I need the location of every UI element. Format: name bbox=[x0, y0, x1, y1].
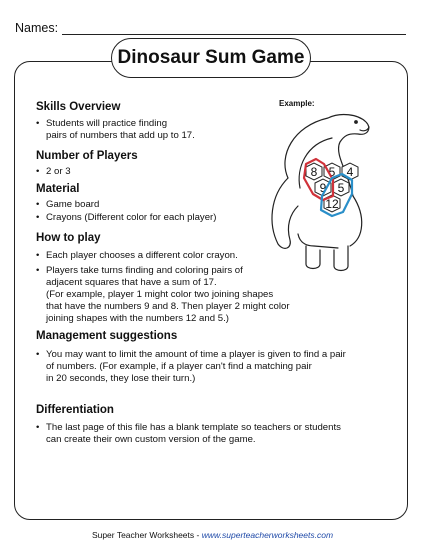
players-heading: Number of Players bbox=[36, 150, 138, 162]
how-to-play-heading: How to play bbox=[36, 232, 101, 244]
names-line[interactable] bbox=[62, 34, 406, 35]
how-to-play-item-1: Each player chooses a different color crayon. bbox=[46, 250, 238, 261]
material-item-2: Crayons (Different color for each player) bbox=[46, 212, 217, 223]
bullet: • bbox=[36, 212, 40, 223]
how-to-play-line-3: (For example, player 1 might color two joining shapes bbox=[46, 289, 274, 300]
bullet: • bbox=[36, 250, 40, 261]
bullet: • bbox=[36, 199, 40, 210]
differentiation-line-1: The last page of this file has a blank template so teachers or students bbox=[46, 422, 341, 433]
bullet: • bbox=[36, 349, 40, 360]
hex-number: 5 bbox=[328, 165, 336, 179]
hex-number: 4 bbox=[346, 165, 354, 179]
material-heading: Material bbox=[36, 183, 80, 195]
players-line: 2 or 3 bbox=[46, 166, 71, 177]
skills-line-2: pairs of numbers that add up to 17. bbox=[46, 130, 195, 141]
skills-line-1: Students will practice finding bbox=[46, 118, 168, 129]
footer-site: Super Teacher Worksheets - bbox=[91, 530, 202, 540]
management-line-1: You may want to limit the amount of time a player is given to find a pair bbox=[46, 349, 346, 360]
hex-number: 8 bbox=[310, 165, 318, 179]
example-label: Example: bbox=[279, 99, 315, 108]
how-to-play-line-5: joining shapes with the numbers 12 and 5.) bbox=[46, 313, 229, 324]
names-label: Names: bbox=[15, 21, 59, 35]
management-line-2: of numbers. (For example, if a player can't find a matching pair bbox=[46, 361, 312, 372]
bullet: • bbox=[36, 265, 40, 276]
bullet: • bbox=[36, 118, 40, 129]
differentiation-line-2: can create their own custom version of the game. bbox=[46, 434, 256, 445]
how-to-play-line-2: adjacent squares that have a sum of 17. bbox=[46, 277, 217, 288]
skills-heading: Skills Overview bbox=[36, 101, 121, 113]
footer-link[interactable]: www.superteacherworksheets.com bbox=[201, 530, 334, 540]
how-to-play-line-4: that have the numbers 9 and 8. Then player 2 might color bbox=[46, 301, 290, 312]
page-title: Dinosaur Sum Game bbox=[111, 38, 311, 78]
hex-number: 5 bbox=[337, 181, 345, 195]
how-to-play-line-1: Players take turns finding and coloring pairs of bbox=[46, 265, 243, 276]
differentiation-heading: Differentiation bbox=[36, 404, 114, 416]
hex-number: 12 bbox=[325, 197, 339, 211]
material-item-1: Game board bbox=[46, 199, 100, 210]
footer bbox=[0, 530, 425, 540]
bullet: • bbox=[36, 166, 40, 177]
dinosaur-illustration bbox=[248, 106, 388, 281]
hex-number: 9 bbox=[319, 181, 327, 195]
bullet: • bbox=[36, 422, 40, 433]
management-heading: Management suggestions bbox=[36, 330, 178, 342]
management-line-3: in 20 seconds, they lose their turn.) bbox=[46, 373, 196, 384]
